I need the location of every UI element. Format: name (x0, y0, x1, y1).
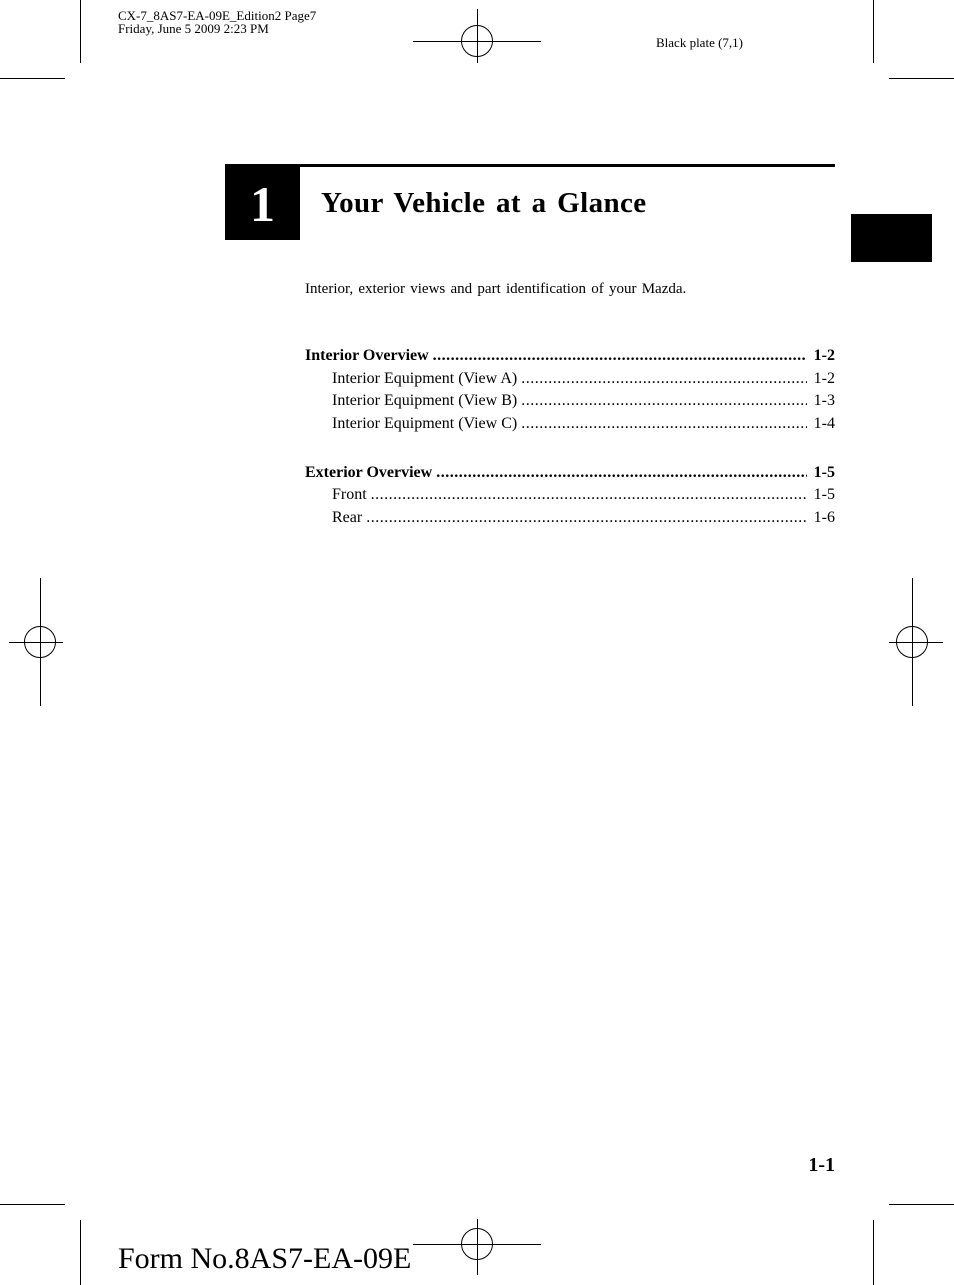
table-of-contents (305, 345, 835, 556)
toc-entry-front[interactable] (305, 484, 835, 507)
toc-entry-title: Interior Equipment (View C) (332, 415, 518, 433)
toc-entry-rear[interactable] (305, 507, 835, 530)
print-header (118, 9, 316, 35)
toc-leader-dots (366, 507, 807, 530)
toc-leader-dots (521, 368, 807, 391)
toc-leader-dots (436, 462, 807, 485)
chapter-number: 1 (225, 167, 300, 240)
toc-leader-dots (521, 413, 807, 436)
toc-entry-page: 1-5 (813, 463, 835, 481)
toc-entry-title: Interior Overview (305, 347, 429, 364)
toc-entry-title: Interior Equipment (View B) (332, 392, 518, 410)
print-header-line2: Friday, June 5 2009 2:23 PM (118, 21, 269, 36)
toc-entry-interior-view-b[interactable] (305, 390, 835, 413)
toc-leader-dots (371, 484, 807, 507)
toc-entry-title: Exterior Overview (305, 463, 433, 481)
toc-entry-page: 1-2 (813, 369, 835, 387)
toc-entry-page: 1-5 (813, 486, 835, 504)
chapter-intro: Interior, exterior views and part identification of your Mazda. (305, 281, 687, 297)
toc-entry-page: 1-3 (813, 392, 835, 410)
form-number: Form No.8AS7-EA-09E (118, 1242, 412, 1275)
toc-entry-title: Front (332, 486, 367, 504)
toc-entry-interior-view-c[interactable] (305, 413, 835, 436)
toc-leader-dots (521, 390, 807, 413)
toc-entry-exterior-overview[interactable] (305, 462, 835, 485)
chapter-title: Your Vehicle at a Glance (321, 187, 647, 219)
toc-group-exterior (305, 462, 835, 530)
print-header-line1: CX-7_8AS7-EA-09E_Edition2 Page7 (118, 8, 317, 23)
chapter-thumb-tab (851, 214, 932, 262)
toc-entry-page: 1-4 (813, 415, 835, 433)
toc-entry-page: 1-2 (813, 347, 835, 364)
toc-entry-interior-view-a[interactable] (305, 368, 835, 391)
toc-entry-title: Rear (332, 509, 363, 527)
toc-entry-title: Interior Equipment (View A) (332, 369, 518, 387)
toc-group-interior (305, 345, 835, 436)
plate-label: Black plate (7,1) (656, 35, 743, 50)
toc-leader-dots (433, 345, 807, 368)
page-number: 1-1 (808, 1154, 835, 1176)
toc-entry-page: 1-6 (813, 509, 835, 527)
chapter-rule (225, 164, 835, 167)
toc-entry-interior-overview[interactable] (305, 345, 835, 368)
